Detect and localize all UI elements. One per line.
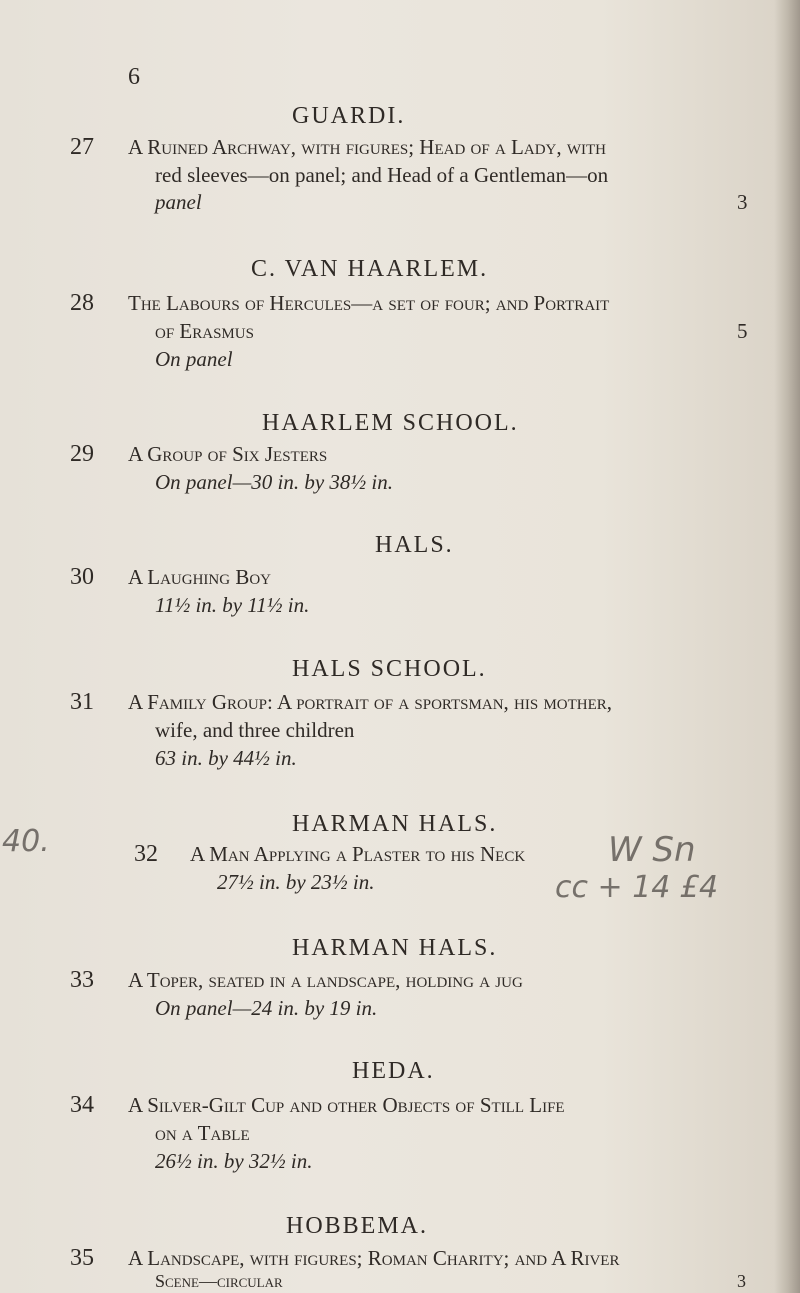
lot-34-line-1: A Silver-Gilt Cup and other Objects of Still Life xyxy=(128,1093,565,1117)
lot-number-27: 27 xyxy=(70,134,94,160)
artist-heading-hals: HALS. xyxy=(375,532,454,558)
lot-31-line-1: A Family Group: A portrait of a sportsman, his mother, xyxy=(128,690,613,714)
handwritten-buyer-note: cc + 14 £4 xyxy=(555,870,719,905)
lot-32-line-1: A Man Applying a Plaster to his Neck xyxy=(190,842,526,866)
lot-31-line-2: wife, and three children xyxy=(155,718,355,742)
lot-30-line-2: 11½ in. by 11½ in. xyxy=(155,593,310,617)
artist-heading-haarlem-school: HAARLEM SCHOOL. xyxy=(262,410,519,436)
lot-29-line-2: On panel—30 in. by 38½ in. xyxy=(155,470,393,494)
lot-35-quantity: 3 xyxy=(737,1271,746,1291)
artist-heading-heda: HEDA. xyxy=(352,1058,435,1084)
lot-number-30: 30 xyxy=(70,564,94,590)
lot-number-34: 34 xyxy=(70,1092,94,1118)
lot-29-line-1: A Group of Six Jesters xyxy=(128,442,328,466)
page-number: 6 xyxy=(128,64,141,90)
lot-27-line-1: A Ruined Archway, with figures; Head of a Lady, with xyxy=(128,135,607,159)
lot-28-quantity: 5 xyxy=(737,319,748,343)
artist-heading-harman-hals-2: HARMAN HALS. xyxy=(292,935,498,961)
artist-heading-harman-hals-1: HARMAN HALS. xyxy=(292,811,498,837)
lot-34-line-3: 26½ in. by 32½ in. xyxy=(155,1149,313,1173)
lot-31-line-3: 63 in. by 44½ in. xyxy=(155,746,297,770)
lot-28-line-3: On panel xyxy=(155,347,233,371)
lot-30-line-1: A Laughing Boy xyxy=(128,565,271,589)
artist-heading-van-haarlem: C. VAN HAARLEM. xyxy=(251,256,489,282)
lot-number-32: 32 xyxy=(134,841,158,867)
lot-32-line-2: 27½ in. by 23½ in. xyxy=(217,870,375,894)
page-edge-shadow xyxy=(774,0,800,1293)
lot-28-line-2: of Erasmus xyxy=(155,319,254,343)
lot-number-29: 29 xyxy=(70,441,94,467)
lot-28-line-1: The Labours of Hercules—a set of four; and Portrait xyxy=(128,291,610,315)
lot-27-line-3: panel xyxy=(155,190,202,214)
lot-number-31: 31 xyxy=(70,689,94,715)
lot-35-line-2: Scene—circular xyxy=(155,1271,283,1291)
lot-33-line-1: A Toper, seated in a landscape, holding a jug xyxy=(128,968,523,992)
lot-27-line-2: red sleeves—on panel; and Head of a Gentleman—on xyxy=(155,163,609,187)
lot-number-33: 33 xyxy=(70,967,94,993)
lot-number-35: 35 xyxy=(70,1245,94,1271)
handwritten-margin-note: 40. xyxy=(2,824,50,859)
lot-number-28: 28 xyxy=(70,290,94,316)
lot-34-line-2: on a Table xyxy=(155,1121,250,1145)
artist-heading-hobbema: HOBBEMA. xyxy=(286,1213,429,1239)
artist-heading-guardi: GUARDI. xyxy=(292,103,406,129)
lot-33-line-2: On panel—24 in. by 19 in. xyxy=(155,996,378,1020)
handwritten-price-note: W Sn xyxy=(608,830,696,870)
lot-27-quantity: 3 xyxy=(737,190,748,214)
artist-heading-hals-school: HALS SCHOOL. xyxy=(292,656,487,682)
lot-35-line-1: A Landscape, with figures; Roman Charity; and A River xyxy=(128,1246,620,1270)
